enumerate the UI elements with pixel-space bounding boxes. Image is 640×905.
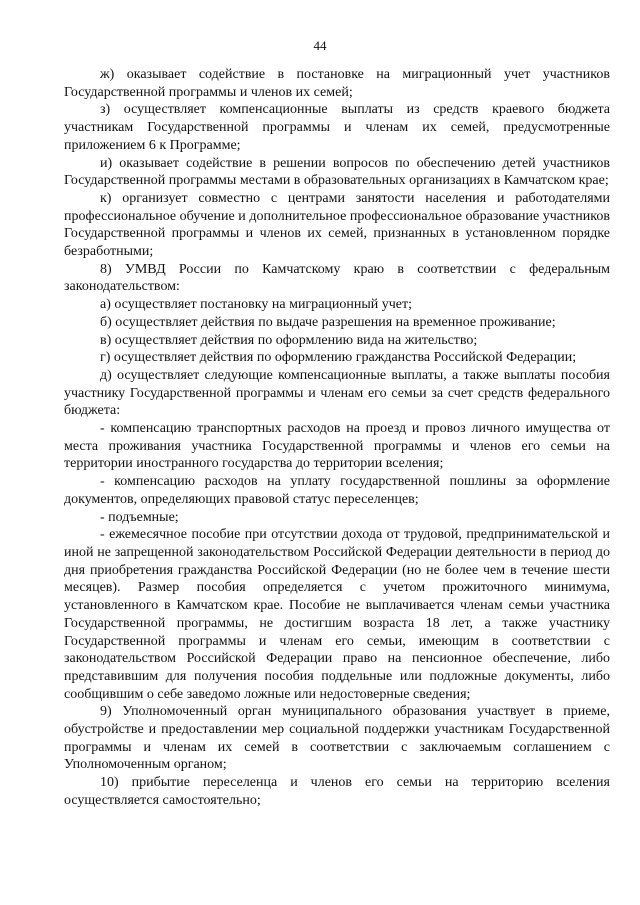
paragraph: и) оказывает содействие в решении вопросов по обеспечению детей участников Государственной программы местами в образовательных организациях в Камчатском крае; xyxy=(64,155,610,189)
paragraph: 8) УМВД России по Камчатскому краю в соответствии с федеральным законодательством: xyxy=(64,261,610,295)
paragraph: 9) Уполномоченный орган муниципального образования участвует в приеме, обустройстве и предоставлении мер социальной поддержки участникам Государственной программы и членам их семей в соответствии с заключаемым соглашением с Уполномоченным органом; xyxy=(64,704,610,773)
paragraph: а) осуществляет постановку на миграционный учет; xyxy=(100,297,413,313)
page-number: 44 xyxy=(313,38,327,53)
paragraph: ж) оказывает содействие в постановке на миграционный учет участников Государственной программы и членов их семей; xyxy=(64,67,610,100)
paragraph: д) осуществляет следующие компенсационные выплаты, а также выплаты пособия участнику Государственной программы и членам его семьи за счет средств федерального бюджета: xyxy=(64,367,610,419)
paragraph: - компенсацию транспортных расходов на проезд и провоз личного имущества от места проживания участника Государственной программы и членов его семьи на территории иностранного государства до территории вселения; xyxy=(64,421,610,472)
paragraph: - ежемесячное пособие при отсутствии дохода от трудовой, предпринимательской и иной не запрещенной законодательством Российской Федерации деятельности в период до дня приобретения гражданства Российской Федерации (но не более чем в течение шести месяцев). Размер пособия определяется с учетом прожиточного минимума, установленного в Камчатском крае. Пособие не выплачивается членам семьи участника Государственной программы, не достигшим возраста 18 лет, а также участнику Государственной программы и членам его семьи, имеющим в соответствии с законодательством Российской Федерации право на пенсионное обеспечение, либо представившим для получения пособия поддельные или подложные документы, либо сообщившим о себе заведомо ложные или недостоверные сведения; xyxy=(64,527,610,702)
paragraph: - компенсацию расходов на уплату государственной пошлины за оформление документов, определяющих правовой статус переселенцев; xyxy=(64,474,610,507)
paragraph: г) осуществляет действия по оформлению гражданства Российской Федерации; xyxy=(100,350,577,366)
paragraph: з) осуществляет компенсационные выплаты из средств краевого бюджета участникам Государственной программы и членам их семей, предусмотренные приложением 6 к Программе; xyxy=(64,102,610,153)
paragraph: 10) прибытие переселенца и членов его семьи на территорию вселения осуществляется самостоятельно; xyxy=(64,775,610,808)
document-body xyxy=(64,66,610,810)
paragraph: б) осуществляет действия по выдаче разрешения на временное проживание; xyxy=(100,314,556,330)
paragraph: - подъемные; xyxy=(100,509,179,525)
paragraph: к) организует совместно с центрами занятости населения и работодателями профессиональное обучение и дополнительное профессиональное образование участников Государственной программы и членов их семей, признанных в установленном порядке безработными; xyxy=(64,190,610,260)
paragraph: в) осуществляет действия по оформлению вида на жительство; xyxy=(100,332,478,348)
